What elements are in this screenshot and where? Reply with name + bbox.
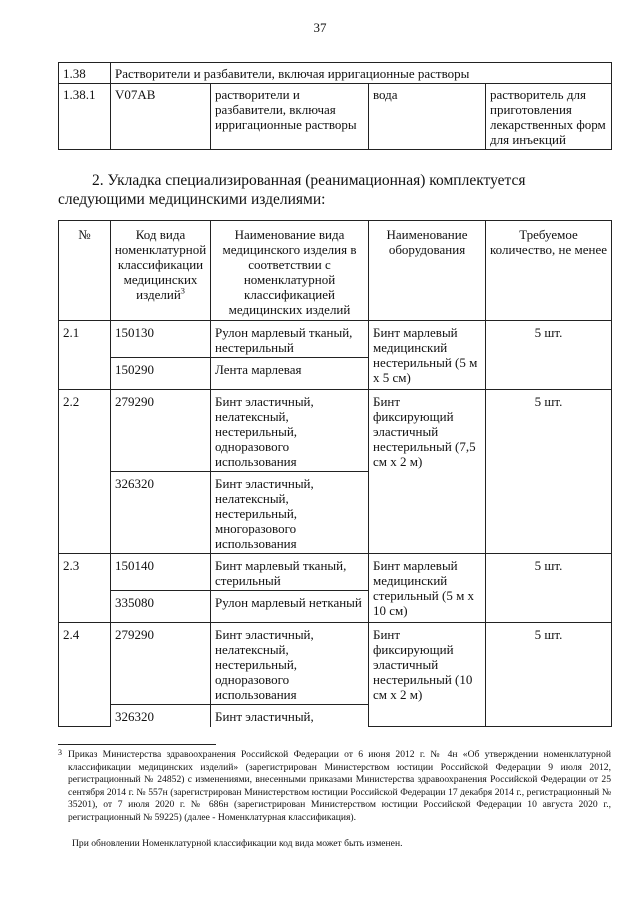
header-quantity: Требуемое количество, не менее bbox=[486, 221, 612, 321]
footnote-divider bbox=[58, 744, 216, 745]
footnote-note: При обновлении Номенклатурной классификации код вида может быть изменен. bbox=[72, 838, 403, 849]
row-kind: Бинт марлевый тканый, стерильный bbox=[211, 554, 369, 591]
row-quantity: 5 шт. bbox=[486, 321, 612, 390]
row-code: 150290 bbox=[111, 358, 211, 390]
group-title-cell: Растворители и разбавители, включая ирригационные растворы bbox=[111, 63, 612, 84]
group-number-cell: 1.38 bbox=[59, 63, 111, 84]
row-kind: Лента марлевая bbox=[211, 358, 369, 390]
dosage-form-cell: растворитель для приготовления лекарственных форм для инъекций bbox=[486, 84, 612, 150]
header-kind: Наименование вида медицинского изделия в соответствии с номенклатурной классификацией медицинских изделий bbox=[211, 221, 369, 321]
row-equipment: Бинт фиксирующий эластичный нестерильный (7,5 см х 2 м) bbox=[369, 390, 486, 554]
item-number-cell: 1.38.1 bbox=[59, 84, 111, 150]
header-number: № bbox=[59, 221, 111, 321]
footnote-text: Приказ Министерства здравоохранения Российской Федерации от 6 июня 2012 г. № 4н «Об утверждении номенклатурной классификации медицинских изделий» (зарегистрирован Министерством юстиции Российской Федерации 9 июля 2012, регистрационный № 24852) с изменениями, внесенными приказами Министерства здравоохранения Российской Федерации от 25 сентября 2014 г. № 557н (зарегистрирован Министерством юстиции Российской Федерации 17 декабря 2014 г., регистрационный № 35201), от 7 июля 2020 г. № 686н (зарегистрирован Министерством юстиции Российской Федерации 10 августа 2020 г., регистрационный № 59225) (далее - Номенклатурная классификация). bbox=[68, 749, 611, 823]
row-kind: Бинт эластичный, нелатексный, нестерильный, одноразового использования bbox=[211, 390, 369, 472]
row-equipment: Бинт марлевый медицинский нестерильный (5 м х 5 см) bbox=[369, 321, 486, 390]
drug-name-cell: вода bbox=[369, 84, 486, 150]
table-header-row bbox=[59, 221, 612, 321]
row-kind: Бинт эластичный, нелатексный, нестерильный, одноразового использования bbox=[211, 623, 369, 705]
row-code: 326320 bbox=[111, 472, 211, 554]
row-equipment: Бинт марлевый медицинский стерильный (5 м х 10 см) bbox=[369, 554, 486, 623]
row-code: 326320 bbox=[111, 705, 211, 727]
row-code: 335080 bbox=[111, 591, 211, 623]
table-row-group bbox=[59, 63, 612, 84]
row-code: 150130 bbox=[111, 321, 211, 358]
row-equipment: Бинт фиксирующий эластичный нестерильный (10 см х 2 м) bbox=[369, 623, 486, 727]
section-heading: 2. Укладка специализированная (реанимационная) комплектуется следующими медицинскими изделиями: bbox=[58, 172, 526, 208]
row-quantity: 5 шт. bbox=[486, 623, 612, 727]
table-row bbox=[59, 84, 612, 150]
header-code bbox=[111, 221, 211, 321]
footnote-mark: 3 bbox=[58, 748, 62, 757]
header-equipment: Наименование оборудования bbox=[369, 221, 486, 321]
header-code-text: Код вида номенклатурной классификации медицинских изделий bbox=[114, 227, 207, 302]
row-number: 2.3 bbox=[59, 554, 111, 623]
row-quantity: 5 шт. bbox=[486, 390, 612, 554]
row-kind: Бинт эластичный, bbox=[211, 705, 369, 727]
row-code: 279290 bbox=[111, 390, 211, 472]
row-kind: Рулон марлевый нетканый bbox=[211, 591, 369, 623]
table-row bbox=[59, 623, 612, 705]
row-code: 279290 bbox=[111, 623, 211, 705]
page-number: 37 bbox=[313, 20, 327, 35]
row-number: 2.4 bbox=[59, 623, 111, 727]
medication-table bbox=[58, 62, 612, 150]
row-kind: Бинт эластичный, нелатексный, нестерильный, многоразового использования bbox=[211, 472, 369, 554]
medical-devices-table bbox=[58, 220, 612, 727]
row-number: 2.2 bbox=[59, 390, 111, 554]
table-row bbox=[59, 321, 612, 358]
table-row bbox=[59, 554, 612, 591]
row-code: 150140 bbox=[111, 554, 211, 591]
table-row bbox=[59, 390, 612, 472]
row-kind: Рулон марлевый тканый, нестерильный bbox=[211, 321, 369, 358]
row-number: 2.1 bbox=[59, 321, 111, 390]
footnote bbox=[58, 749, 611, 824]
atc-group-cell: растворители и разбавители, включая ирригационные растворы bbox=[211, 84, 369, 150]
atc-code-cell: V07AB bbox=[111, 84, 211, 150]
footnote-ref: 3 bbox=[180, 286, 185, 296]
row-quantity: 5 шт. bbox=[486, 554, 612, 623]
